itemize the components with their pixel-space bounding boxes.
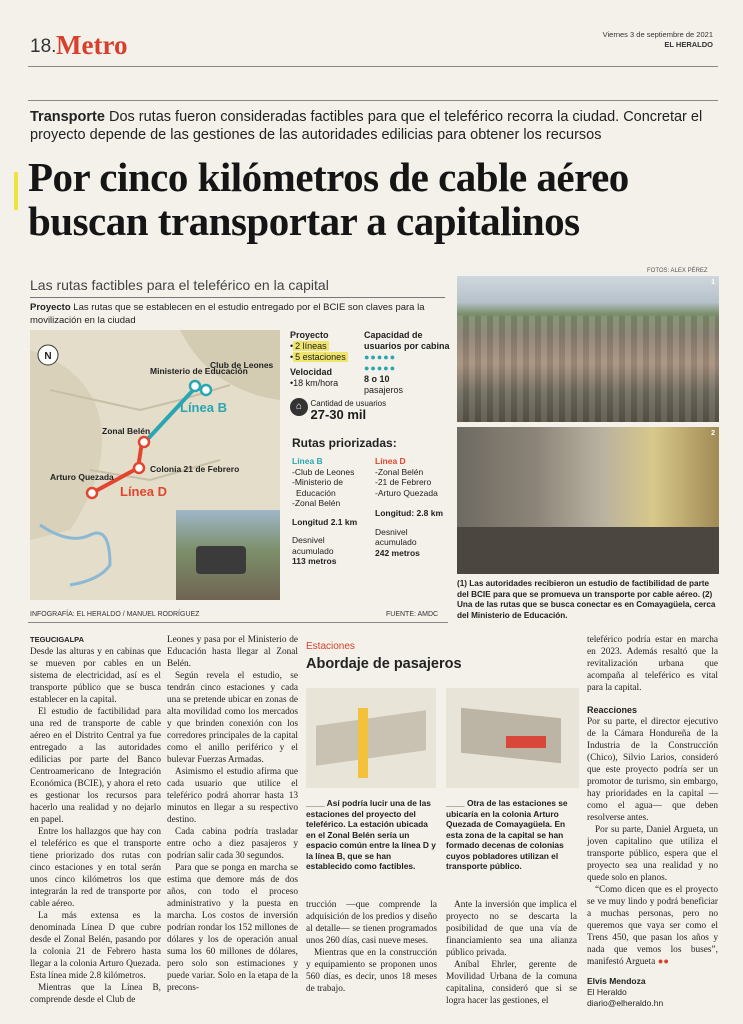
author-name: Elvis Mendoza — [587, 976, 646, 986]
article-column-2 — [167, 634, 298, 994]
paragraph: Mientras que en la construcción y equipamiento se proponen unos 560 días, es decir, unos 18 meses de trabajo. — [306, 948, 437, 994]
route-map — [30, 330, 280, 600]
cable-car-icon: ⌂ — [290, 398, 308, 416]
photo-number: 1 — [711, 279, 715, 286]
stat-cantidad-label: Cantidad de usuarios — [310, 399, 387, 408]
paragraph: Desde las alturas y en cabinas que se mueven por cables en un sistema de electricidad, así es el transporte público que se busca establecer en la capital. — [30, 647, 161, 705]
linea-b-stop: -Zonal Belén — [292, 498, 341, 508]
linea-b-stop: Educación — [296, 487, 336, 498]
stop-zonal-label: Zonal Belén — [102, 426, 151, 436]
paragraph: Mientras que la Línea B, comprende desde el Club de — [30, 983, 161, 1005]
reacciones-heading: Reacciones — [587, 705, 638, 715]
article-column-5 — [587, 634, 718, 1009]
estaciones-kicker: Estaciones — [306, 641, 355, 652]
infographic-rule — [30, 297, 445, 298]
stop-club-label: Club de Leones — [210, 360, 274, 370]
paragraph: Cada cabina podría trasladar entre ocho a diez pasajeros y podrían salir cada 30 segundos. — [167, 827, 298, 861]
page-date-block — [603, 30, 713, 50]
publication-name: EL HERALDO — [664, 40, 713, 49]
infographic-subtitle — [30, 302, 448, 327]
dateline: TEGUCIGALPA — [30, 635, 85, 644]
station-render-arturo — [446, 688, 579, 788]
stop-arturo-label: Arturo Quezada — [50, 472, 114, 482]
caption-rule: ____ — [306, 798, 327, 808]
paragraph: “Como dicen que es el proyecto se ve muy lindo y podrá beneficiar a muchas personas, pero no queremos que vaya ser como el Trens 450, que pasan los años y nada que vemos los buses”, manifestó Argueta ●● — [587, 885, 718, 967]
passenger-dots-icon: ●●●●● ●●●●● — [364, 352, 397, 373]
linea-d-stop: -Zonal Belén — [375, 466, 424, 477]
stat-cantidad — [290, 398, 450, 420]
linea-b-stop: -Club de Leones — [292, 466, 355, 477]
stat-pasajeros: pasajeros — [364, 385, 404, 395]
photo-texture — [457, 316, 719, 422]
linea-d-stop: -Arturo Quezada — [375, 487, 438, 498]
infographic-title: Las rutas factibles para el teleférico en la capital — [30, 277, 329, 293]
article-column-4 — [446, 899, 577, 1007]
paragraph: La más extensa es la denominada Línea D que cubre desde el Zonal Belén, pasando por la colonia 21 de Febrero hasta llegar a la colonia Arturo Quezada. Esta línea mide 2.8 kilómetros. — [30, 911, 161, 981]
stat-proyecto-label: Proyecto — [290, 330, 329, 340]
linea-d-longitud: Longitud: 2.8 km — [375, 508, 443, 518]
rutas-title: Rutas priorizadas: — [292, 436, 397, 450]
stop-ministerio-label: Ministerio de Educación — [150, 366, 248, 376]
map-terrain — [30, 350, 102, 540]
page-date: Viernes 3 de septiembre de 2021 — [602, 30, 713, 39]
linea-d-desnivel-label: Desnivel acumulado — [375, 526, 417, 547]
station-zonal-marker — [139, 437, 149, 447]
stat-velocidad-label: Velocidad — [290, 367, 333, 377]
cabin-shape — [196, 546, 246, 574]
paragraph: teleférico podría estar en marcha en 2023. Además resaltó que la revitalización urbana que acompaña al teleférico es vital para la capital. — [587, 635, 718, 693]
linea-d-desnivel: 242 metros — [375, 547, 420, 558]
stat-cantidad-value: 27-30 mil — [310, 407, 367, 422]
kicker-label: Transporte — [30, 109, 105, 125]
render-platform — [506, 736, 546, 748]
infographic-sub-label: Proyecto — [30, 302, 71, 313]
infographic-credit: INFOGRAFÍA: EL HERALDO / MANUEL RODRÍGUEZ — [30, 611, 200, 618]
station-render-zonal — [306, 688, 436, 788]
caption-rule: ____ — [446, 798, 467, 808]
paragraph: Entre los hallazgos que hay con el teleférico es que el transporte tiene priorizado dos rutas con cinco estaciones y en total serán unos cinco kilómetros los que integrarán la red de transporte por cable aéreo. — [30, 827, 161, 909]
render-tower — [358, 708, 368, 778]
station-arturo-marker — [87, 488, 97, 498]
section-title: Metro — [56, 30, 128, 60]
paragraph: Por su parte, Daniel Argueta, un joven capitalino que utiliza el transporte público, espera que el proyecto sea una realidad y no quede solo en planos. — [587, 825, 718, 883]
estaciones-title: Abordaje de pasajeros — [306, 656, 462, 672]
linea-d-name: Línea D — [375, 456, 406, 466]
line-d-label: Línea D — [120, 484, 167, 499]
linea-b-stop: -Ministerio de — [292, 477, 344, 487]
end-mark-icon: ●● — [657, 957, 669, 967]
stat-capacidad-value: 8 o 10 — [364, 374, 390, 384]
linea-b-block — [292, 456, 372, 567]
photo-street — [457, 527, 719, 574]
stat-estaciones: • 5 estaciones — [290, 352, 346, 362]
infographic-sub-text: Las rutas que se establecen en el estudio entregado por el BCIE son claves para la movilización en la ciudad — [30, 302, 425, 326]
stat-capacidad — [364, 330, 450, 396]
stat-capacidad-label: Capacidad de usuarios por cabina — [364, 330, 450, 351]
render-roof — [316, 710, 426, 765]
street-photo — [457, 427, 719, 574]
station-ministerio-marker — [190, 381, 200, 391]
photo-number: 2 — [711, 430, 715, 437]
headline: Por cinco kilómetros de cable aéreo buscan transportar a capitalinos — [28, 154, 629, 244]
line-b-label: Línea B — [180, 400, 227, 415]
photo-credit: FOTOS: ALEX PÉREZ — [647, 268, 708, 274]
infographic-source: FUENTE: AMDC — [386, 611, 439, 618]
paragraph: Por su parte, el director ejecutivo de la Cámara Hondureña de la Industria de la Construcción (Chico), Silvio Larios, consideró que este proyecto podría ser un promotor de turismo, sin embargo, hay prioridades en la capital —como el agua— que deben resolverse antes. — [587, 717, 718, 823]
estaciones-caption-2: ____ Otra de las estaciones se ubicaría en la colonia Arturo Quezada de Comayagüela. En esta zona de la capital se han formado decenas de colonias cuyos pobladores utilizan el transporte público. — [446, 798, 568, 871]
kicker-text: Dos rutas fueron consideradas factibles para que el teleférico recorra la ciudad. Concretar el proyecto depende de las gestiones de las autoridades edilicias para obtener los recursos — [30, 109, 703, 143]
article-kicker — [30, 108, 720, 144]
stat-velocidad: •18 km/hora — [290, 378, 339, 388]
linea-d-block — [375, 456, 450, 558]
linea-b-name: Línea B — [292, 456, 323, 466]
header-rule — [28, 66, 718, 67]
city-aerial-photo — [457, 276, 719, 422]
page-number: 18. — [30, 36, 57, 57]
paragraph: Según revela el estudio, se tendrán cinco estaciones y cada una se pretende ubicar en zonas de alta movilidad como los mercados y que brinden conexión con los corredores principales de la capital como el anillo periférico y el bulevar Fuerzas Armadas. — [167, 671, 298, 765]
infographic-bottom-rule — [28, 622, 448, 623]
article-column-1 — [30, 634, 161, 1006]
highlight-mark — [14, 172, 18, 210]
stat-lineas: • 2 líneas — [290, 341, 327, 351]
paragraph: Leones y pasa por el Ministerio de Educación hasta llegar al Zonal Belén. — [167, 635, 298, 669]
paragraph: El estudio de factibilidad para una red de transporte de cable aéreo en el Distrito Central ya fue entregado a las autoridades edilicias por parte del Banco Centroamericano de Integración Económica (BCIE), y ahora el reto es gestionar los recursos para hacerlo una realidad y no dejarlo en papel. — [30, 707, 161, 825]
linea-d-stop: -21 de Febrero — [375, 477, 432, 487]
estaciones-caption-1: ____ Así podría lucir una de las estaciones del proyecto del teleférico. La estación ubicada en el Zonal Belén sería un espacio común entre la línea D y la línea B, que se han establecido como factibles. — [306, 798, 436, 871]
paragraph: Para que se ponga en marcha se estima que demore más de dos años, con todo el proceso administrativo y la puesta en marcha. Los costos de inversión podrían rondar los 152 millones de dólares y los de operación anual suma los 60 millones de dólares, pero solo son estimaciones y puede variar. Solo en la etapa de la precons- — [167, 863, 298, 993]
paragraph: Asimismo el estudio afirma que cada usuario que utilice el teleférico podrá ahorrar hasta 13 minutos en llegar a su respectivo destino. — [167, 767, 298, 825]
kicker-rule — [28, 100, 718, 101]
photo-caption: (1) Las autoridades recibieron un estudio de factibilidad de parte del BCIE para que se promueva un transporte por cable aéreo. (2) Una de las rutas que se busca conectar es en Comayagüela, cerca del Ministerio de Educación. — [457, 579, 716, 620]
station-colonia-marker — [134, 463, 144, 473]
author-outlet: El Heraldo — [587, 987, 627, 997]
cable-car-illustration — [176, 510, 280, 600]
project-stats — [290, 330, 450, 430]
author-email[interactable]: diario@elheraldo.hn — [587, 998, 664, 1008]
stop-colonia-label: Colonia 21 de Febrero — [150, 464, 240, 474]
article-column-3 — [306, 899, 437, 995]
linea-b-longitud: Longitud 2.1 km — [292, 516, 358, 527]
linea-b-desnivel-label: Desnivel acumulado — [292, 535, 334, 556]
compass-label: N — [44, 351, 52, 362]
station-club-marker — [201, 385, 211, 395]
author-block — [587, 976, 718, 1009]
paragraph: Aníbal Ehrler, gerente de Movilidad Urbana de la comuna capitalina, consideró que si se logra hacer las gestiones, el — [446, 960, 577, 1006]
paragraph: Ante la inversión que implica el proyecto no se descarta la posibilidad de que una vía de financiamiento sea una alianza público privada. — [446, 900, 577, 958]
linea-b-desnivel: 113 metros — [292, 556, 337, 566]
paragraph: trucción —que comprende la adquisición de los predios y diseño al detalle— se tienen programados unos 260 días, casi nueve meses. — [306, 900, 437, 946]
